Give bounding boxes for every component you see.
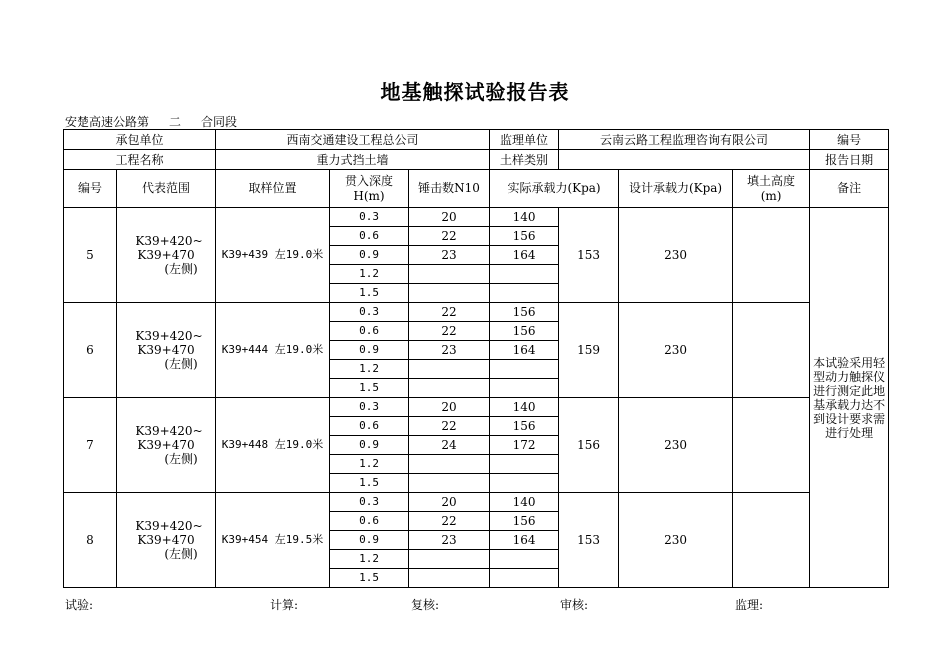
group-no: 7 (64, 398, 117, 493)
col-header-no: 编号 (64, 170, 117, 208)
remark-cell: 本试验采用轻型动力触探仪进行测定此地基承载力达不到设计要求需进行处理 (810, 208, 889, 588)
depth-cell: 0.9 (330, 341, 409, 360)
depth-cell: 0.3 (330, 493, 409, 512)
group-actual-bearing: 153 (559, 208, 619, 303)
group-fill-height (733, 303, 810, 398)
depth-cell: 0.9 (330, 246, 409, 265)
depth-cell: 0.6 (330, 322, 409, 341)
bearing-cell: 156 (490, 512, 559, 531)
group-location: K39+444 左19.0米 (216, 303, 330, 398)
contract-section-line (65, 113, 237, 130)
col-header-depth-line1: 贯入深度 (345, 173, 394, 188)
group-no: 5 (64, 208, 117, 303)
group-design-bearing: 230 (619, 493, 733, 588)
col-header-depth-line2: H(m) (353, 188, 385, 203)
depth-cell: 0.9 (330, 436, 409, 455)
range-line: (左侧) (164, 452, 198, 466)
blows-cell: 22 (409, 512, 490, 531)
report-number-label: 编号 (810, 130, 889, 150)
group-location: K39+454 左19.5米 (216, 493, 330, 588)
bearing-cell: 156 (490, 303, 559, 322)
bearing-cell: 156 (490, 322, 559, 341)
blows-cell (409, 284, 490, 303)
col-header-depth (330, 170, 409, 208)
depth-cell: 0.6 (330, 417, 409, 436)
table-row (64, 493, 889, 512)
bearing-cell: 140 (490, 493, 559, 512)
bearing-cell (490, 550, 559, 569)
bearing-cell: 164 (490, 531, 559, 550)
group-fill-height (733, 493, 810, 588)
bearing-cell (490, 569, 559, 588)
bearing-cell: 156 (490, 227, 559, 246)
col-header-actual: 实际承载力(Kpa) (490, 170, 619, 208)
depth-cell: 1.2 (330, 265, 409, 284)
blows-cell: 23 (409, 246, 490, 265)
report-date-label: 报告日期 (810, 150, 889, 170)
col-header-fill-line2: (m) (760, 188, 782, 203)
range-line: K39+420~ (135, 424, 203, 438)
blows-cell (409, 569, 490, 588)
table-row (64, 398, 889, 417)
blows-cell: 22 (409, 322, 490, 341)
group-actual-bearing: 159 (559, 303, 619, 398)
group-actual-bearing: 156 (559, 398, 619, 493)
col-header-range: 代表范围 (117, 170, 216, 208)
range-line: (左侧) (164, 357, 198, 371)
footer-review: 复核: (411, 598, 440, 612)
footer-audit: 审核: (560, 598, 589, 612)
depth-cell: 1.2 (330, 550, 409, 569)
group-design-bearing: 230 (619, 303, 733, 398)
blows-cell: 24 (409, 436, 490, 455)
range-line: (左侧) (164, 262, 198, 276)
info-row-1 (64, 130, 889, 150)
col-header-fill (733, 170, 810, 208)
table-row (64, 303, 889, 322)
bearing-cell (490, 474, 559, 493)
group-design-bearing: 230 (619, 398, 733, 493)
depth-cell: 1.2 (330, 360, 409, 379)
blows-cell: 22 (409, 303, 490, 322)
bearing-cell (490, 360, 559, 379)
group-range (117, 208, 216, 303)
section-prefix: 安楚高速公路第 (65, 115, 150, 129)
depth-cell: 1.5 (330, 474, 409, 493)
blows-cell: 20 (409, 493, 490, 512)
col-header-remark: 备注 (810, 170, 889, 208)
group-no: 6 (64, 303, 117, 398)
project-value: 重力式挡土墙 (216, 150, 490, 170)
soil-type-label: 土样类别 (490, 150, 559, 170)
bearing-cell (490, 379, 559, 398)
group-fill-height (733, 208, 810, 303)
footer-supervise: 监理: (735, 598, 764, 612)
depth-cell: 0.3 (330, 398, 409, 417)
blows-cell: 22 (409, 227, 490, 246)
supervisor-value: 云南云路工程监理咨询有限公司 (559, 130, 810, 150)
range-line: K39+470 (137, 343, 195, 357)
group-range (117, 303, 216, 398)
depth-cell: 1.5 (330, 569, 409, 588)
col-header-blows: 锤击数N10 (409, 170, 490, 208)
range-line: K39+470 (137, 438, 195, 452)
project-label: 工程名称 (64, 150, 216, 170)
group-location: K39+448 左19.0米 (216, 398, 330, 493)
blows-cell (409, 265, 490, 284)
range-line: K39+420~ (135, 329, 203, 343)
section-number: 二 (149, 116, 201, 130)
report-title: 地基触探试验报告表 (380, 80, 570, 104)
blows-cell: 23 (409, 531, 490, 550)
group-location: K39+439 左19.0米 (216, 208, 330, 303)
column-header-row (64, 170, 889, 208)
group-no: 8 (64, 493, 117, 588)
depth-cell: 1.5 (330, 379, 409, 398)
table-row (64, 208, 889, 227)
blows-cell: 22 (409, 417, 490, 436)
group-range (117, 493, 216, 588)
bearing-cell (490, 284, 559, 303)
blows-cell (409, 379, 490, 398)
bearing-cell: 140 (490, 398, 559, 417)
soil-type-value (559, 150, 810, 170)
col-header-fill-line1: 填土高度 (747, 173, 796, 188)
range-line: (左侧) (164, 547, 198, 561)
bearing-cell: 164 (490, 246, 559, 265)
group-fill-height (733, 398, 810, 493)
depth-cell: 0.3 (330, 208, 409, 227)
depth-cell: 1.5 (330, 284, 409, 303)
blows-cell (409, 360, 490, 379)
group-design-bearing: 230 (619, 208, 733, 303)
contractor-value: 西南交通建设工程总公司 (216, 130, 490, 150)
blows-cell: 20 (409, 208, 490, 227)
contractor-label: 承包单位 (64, 130, 216, 150)
group-range (117, 398, 216, 493)
bearing-cell: 140 (490, 208, 559, 227)
section-suffix: 合同段 (201, 115, 238, 129)
group-actual-bearing: 153 (559, 493, 619, 588)
col-header-design: 设计承载力(Kpa) (619, 170, 733, 208)
blows-cell (409, 474, 490, 493)
bearing-cell (490, 265, 559, 284)
depth-cell: 0.6 (330, 227, 409, 246)
col-header-location: 取样位置 (216, 170, 330, 208)
blows-cell: 20 (409, 398, 490, 417)
bearing-cell: 156 (490, 417, 559, 436)
range-line: K39+470 (137, 533, 195, 547)
depth-cell: 1.2 (330, 455, 409, 474)
range-line: K39+420~ (135, 519, 203, 533)
depth-cell: 0.9 (330, 531, 409, 550)
footer-calc: 计算: (270, 598, 299, 612)
depth-cell: 0.6 (330, 512, 409, 531)
depth-cell: 0.3 (330, 303, 409, 322)
bearing-cell (490, 455, 559, 474)
bearing-cell: 164 (490, 341, 559, 360)
report-table (63, 129, 889, 588)
range-line: K39+420~ (135, 234, 203, 248)
range-line: K39+470 (137, 248, 195, 262)
info-row-2 (64, 150, 889, 170)
footer-test: 试验: (65, 598, 94, 612)
bearing-cell: 172 (490, 436, 559, 455)
blows-cell (409, 455, 490, 474)
blows-cell: 23 (409, 341, 490, 360)
supervisor-label: 监理单位 (490, 130, 559, 150)
blows-cell (409, 550, 490, 569)
